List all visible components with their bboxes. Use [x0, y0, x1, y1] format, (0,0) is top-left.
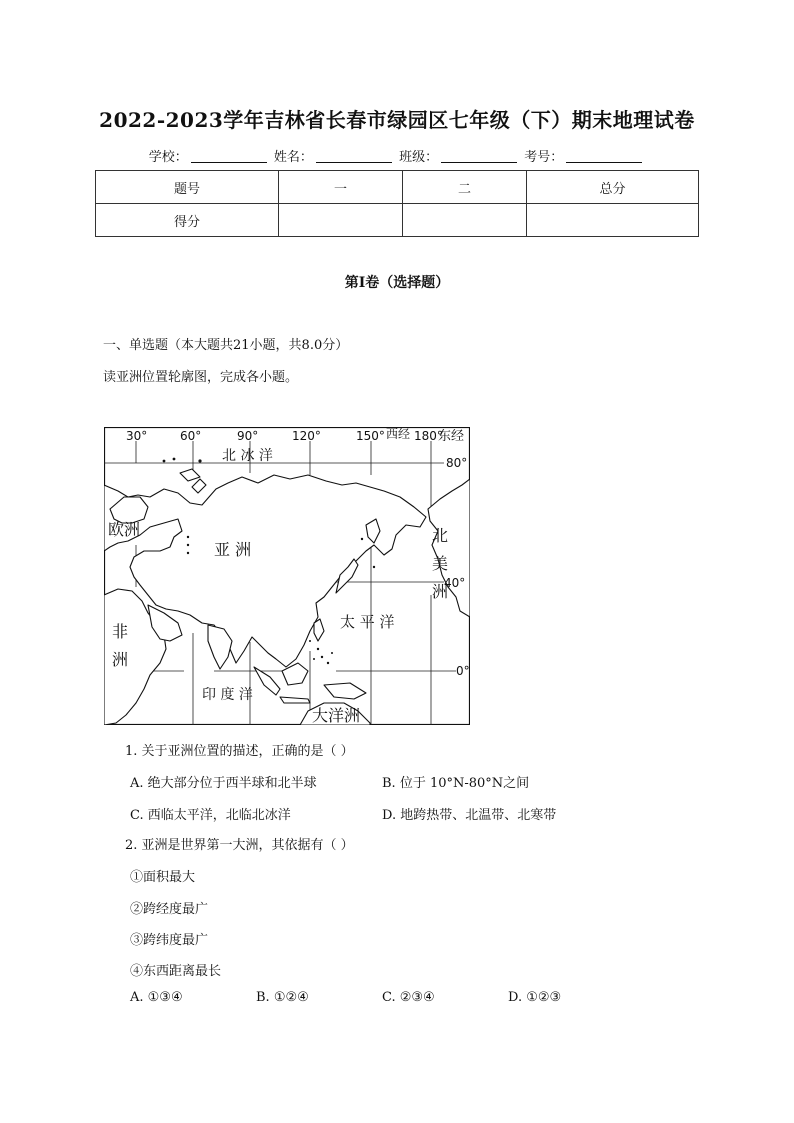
score-table-header-row	[96, 171, 699, 204]
oceania-label: 大洋洲	[312, 706, 361, 725]
score-cell-part-1[interactable]	[279, 204, 403, 237]
score-row-label: 得分	[96, 204, 279, 237]
school-blank[interactable]	[191, 149, 267, 163]
q1-option-d[interactable]: D. 地跨热带、北温带、北寒带	[382, 808, 557, 823]
q2-item-1: ①面积最大	[130, 870, 196, 885]
africa-label-2: 洲	[112, 650, 129, 669]
north-america-label-1: 北	[432, 526, 449, 545]
q2-option-a[interactable]: A. ①③④	[130, 990, 183, 1005]
q1-option-b[interactable]: B. 位于 10°N-80°N之间	[382, 776, 530, 791]
score-table	[95, 170, 699, 237]
score-cell-part-2[interactable]	[403, 204, 527, 237]
west-longitude-label: 西经	[386, 427, 411, 441]
lon-label-60: 60°	[180, 429, 202, 443]
lon-label-180: 180°	[414, 429, 443, 443]
header-cell-part-2: 二	[403, 171, 527, 204]
lon-label-150: 150°	[356, 429, 385, 443]
score-cell-total[interactable]	[527, 204, 699, 237]
header-cell-question-no: 题号	[96, 171, 279, 204]
question-type-heading: 一、单选题（本大题共21小题，共8.0分）	[103, 338, 349, 353]
q2-item-3: ③跨纬度最广	[130, 933, 209, 948]
lat-label-40: 40°	[444, 576, 466, 590]
q2-option-d[interactable]: D. ①②③	[508, 990, 562, 1005]
name-blank[interactable]	[316, 149, 392, 163]
north-america-label-2: 美	[432, 554, 449, 573]
question-1-stem: 1. 关于亚洲位置的描述，正确的是（ ）	[125, 744, 354, 759]
pacific-ocean-label: 太 平 洋	[340, 613, 395, 631]
q2-item-2: ②跨经度最广	[130, 902, 209, 917]
exam-no-label: 考号：	[524, 150, 564, 165]
school-label: 学校：	[148, 150, 188, 165]
lat-label-0: 0°	[456, 664, 470, 678]
q2-item-4: ④东西距离最长	[130, 964, 222, 979]
q1-option-a[interactable]: A. 绝大部分位于西半球和北半球	[130, 776, 317, 791]
student-info-line	[0, 146, 794, 165]
lon-label-90: 90°	[237, 429, 259, 443]
lon-label-30: 30°	[126, 429, 148, 443]
africa-label-1: 非	[112, 622, 129, 641]
asia-location-map	[104, 427, 470, 725]
lon-label-120: 120°	[292, 429, 321, 443]
section-title: 第Ⅰ卷（选择题）	[344, 275, 450, 291]
name-label: 姓名：	[273, 150, 313, 165]
north-america-label-3: 洲	[432, 582, 449, 601]
exam-no-blank[interactable]	[566, 149, 642, 163]
header-cell-total: 总分	[527, 171, 699, 204]
q2-option-c[interactable]: C. ②③④	[382, 990, 435, 1005]
asia-label: 亚 洲	[214, 540, 252, 559]
map-intro-text: 读亚洲位置轮廓图，完成各小题。	[103, 370, 299, 385]
arctic-ocean-label: 北 冰 洋	[222, 448, 273, 464]
class-label: 班级：	[399, 150, 439, 165]
header-cell-part-1: 一	[279, 171, 403, 204]
east-longitude-label: 东经	[438, 429, 465, 444]
score-table-score-row	[96, 204, 699, 237]
exam-title: 2022-2023学年吉林省长春市绿园区七年级（下）期末地理试卷	[99, 108, 695, 132]
q2-option-b[interactable]: B. ①②④	[256, 990, 309, 1005]
lat-label-80: 80°	[446, 456, 468, 470]
europe-label: 欧洲	[108, 520, 141, 539]
q1-option-c[interactable]: C. 西临太平洋，北临北冰洋	[130, 808, 291, 823]
class-blank[interactable]	[441, 149, 517, 163]
question-2-stem: 2. 亚洲是世界第一大洲，其依据有（ ）	[125, 838, 354, 853]
indian-ocean-label: 印 度 洋	[202, 687, 253, 703]
